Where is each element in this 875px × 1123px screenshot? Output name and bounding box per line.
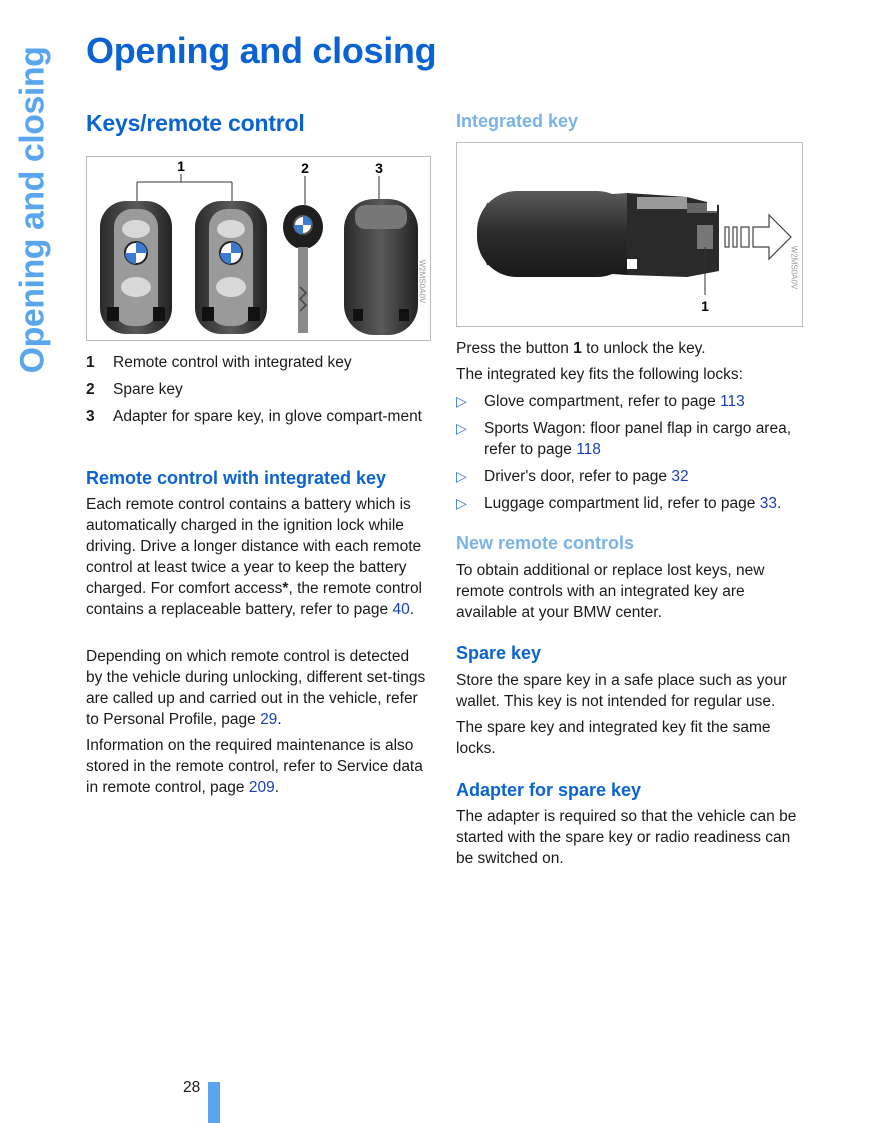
- legend-item: 3 Adapter for spare key, in glove compart-ment: [86, 408, 422, 425]
- paragraph-new-remotes: To obtain additional or replace lost keys, new remote controls with an integrated key are available at your BMW center.: [456, 562, 765, 621]
- page-link-209[interactable]: 209: [248, 779, 275, 796]
- triangle-bullet-icon: ▷: [456, 495, 467, 511]
- page-title: Opening and closing: [86, 30, 437, 71]
- section-title-new-remotes: New remote controls: [456, 533, 635, 553]
- triangle-bullet-icon: ▷: [456, 468, 467, 484]
- keys-illustration: [87, 157, 430, 340]
- section-title-adapter: Adapter for spare key: [456, 780, 642, 800]
- paragraph-spare-key-1: Store the spare key in a safe place such as your wallet. This key is not intended for regular use.: [456, 672, 787, 710]
- callout-2: 2: [301, 160, 309, 176]
- list-item: ▷ Driver's door, refer to page 32: [456, 468, 689, 485]
- list-item: ▷ Sports Wagon: floor panel flap in cargo area, refer to page 118: [456, 420, 792, 458]
- page-marker-bar: [208, 1082, 220, 1123]
- figure-keys: [86, 156, 431, 341]
- callout-1: 1: [701, 298, 709, 314]
- paragraph-fits-locks: The integrated key fits the following locks:: [456, 366, 743, 383]
- paragraph-spare-key-2: The spare key and integrated key fit the same locks.: [456, 719, 771, 757]
- paragraph-adapter: The adapter is required so that the vehicle can be started with the spare key or radio readiness can be switched on.: [456, 808, 797, 867]
- section-title-spare-key: Spare key: [456, 643, 542, 663]
- arrow-right-icon: [725, 215, 791, 259]
- callout-3: 3: [375, 160, 383, 176]
- triangle-bullet-icon: ▷: [456, 393, 467, 409]
- figure-code: W2MS0A0V: [417, 259, 427, 304]
- integrated-key-illustration: [457, 143, 802, 326]
- paragraph-battery: Each remote control contains a battery which is automatically charged in the ignition lock while driving. Drive a longer distance with each remote control at least twice a year to keep the battery charged. For comfort access*, the remote control contains a replaceable battery, refer to page 40.: [86, 496, 423, 618]
- paragraph-profile: Depending on which remote control is detected by the vehicle during unlocking, different set-tings are called up and carried out in the vehicle, refer to Personal Profile, page 29.: [86, 648, 426, 728]
- triangle-bullet-icon: ▷: [456, 420, 467, 436]
- side-chapter-tab-label: Opening and closing: [13, 46, 52, 374]
- paragraph-press-button: Press the button 1 to unlock the key.: [456, 340, 706, 357]
- page-link-113[interactable]: 113: [720, 393, 745, 410]
- remote-control-icon: [100, 201, 172, 334]
- page-link-118[interactable]: 118: [576, 441, 601, 458]
- figure-legend: [86, 352, 429, 433]
- remote-with-integrated-key-icon: [477, 191, 719, 277]
- list-item: ▷ Luggage compartment lid, refer to page 33.: [456, 495, 782, 512]
- spare-key-icon: [283, 205, 323, 333]
- optional-equipment-star: *: [282, 580, 289, 597]
- adapter-icon: [344, 199, 418, 335]
- page-link-33[interactable]: 33: [759, 495, 777, 512]
- section-title-keys: Keys/remote control: [86, 110, 305, 136]
- section-title-integrated-key: Integrated key: [456, 111, 579, 131]
- paragraph-maintenance: Information on the required maintenance is also stored in the remote control, refer to Service data in remote control, page 209.: [86, 737, 423, 796]
- locks-list: [456, 391, 804, 520]
- remote-control-icon: [195, 201, 267, 334]
- page-link-32[interactable]: 32: [671, 468, 689, 485]
- page-link-29[interactable]: 29: [260, 711, 278, 728]
- figure-code: W2MS0A0V: [789, 245, 799, 290]
- legend-item: 1 Remote control with integrated key: [86, 354, 352, 371]
- side-chapter-tab: [8, 30, 58, 390]
- page-number: 28: [183, 1079, 201, 1096]
- figure-integrated-key: [456, 142, 803, 327]
- legend-item: 2 Spare key: [86, 381, 183, 398]
- subsection-title-remote: Remote control with integrated key: [86, 468, 387, 488]
- callout-1: 1: [177, 158, 185, 174]
- list-item: ▷ Glove compartment, refer to page 113: [456, 393, 745, 410]
- page-link-40[interactable]: 40: [392, 601, 410, 618]
